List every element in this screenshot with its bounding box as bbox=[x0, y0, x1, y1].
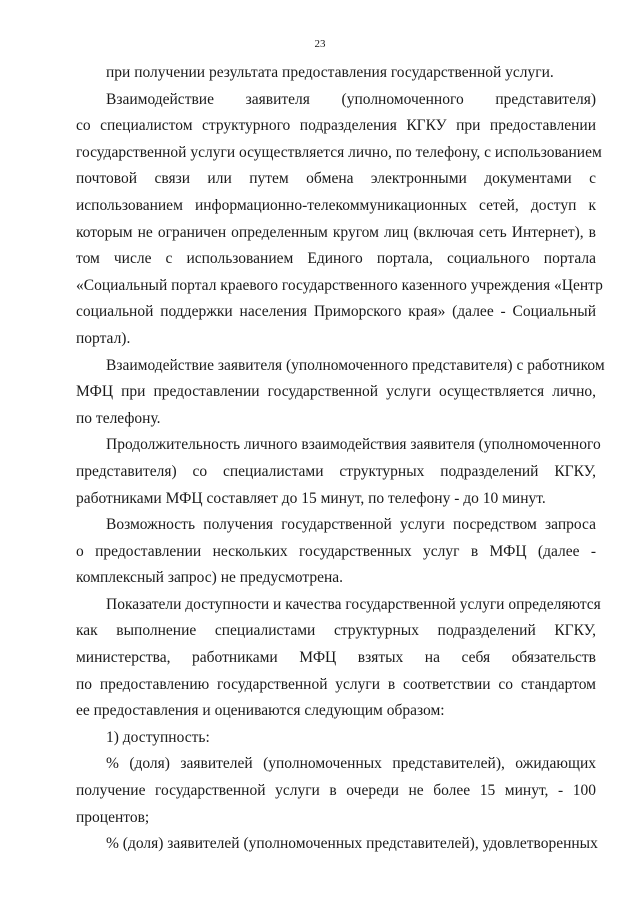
text-line: по телефону. bbox=[76, 409, 161, 427]
text-line: Возможность получения государственной услуги посредством запроса bbox=[106, 516, 596, 534]
text-line: как выполнение специалистами структурных подразделений КГКУ, bbox=[76, 622, 596, 640]
text-line: МФЦ при предоставлении государственной услуги осуществляется лично, bbox=[76, 383, 596, 401]
text-line: представителя) со специалистами структурных подразделений КГКУ, bbox=[76, 462, 596, 480]
text-line: использованием информационно-телекоммуникационных сетей, доступ к bbox=[76, 196, 596, 214]
text-line: по предоставлению государственной услуги в соответствии со стандартом bbox=[76, 675, 596, 693]
text-line: социальной поддержки населения Приморского края» (далее - Социальный bbox=[76, 303, 596, 321]
document-body bbox=[76, 60, 605, 858]
text-line: министерства, работниками МФЦ взятых на себя обязательств bbox=[76, 649, 596, 667]
text-line: почтовой связи или путем обмена электронными документами с bbox=[76, 170, 596, 188]
text-line: % (доля) заявителей (уполномоченных представителей), удовлетворенных bbox=[106, 835, 598, 853]
text-line: «Социальный портал краевого государственного казенного учреждения «Центр bbox=[76, 276, 603, 294]
text-line: работниками МФЦ составляет до 15 минут, по телефону - до 10 минут. bbox=[76, 489, 546, 507]
text-line: о предоставлении нескольких государственных услуг в МФЦ (далее - bbox=[76, 542, 596, 560]
text-line: со специалистом структурного подразделения КГКУ при предоставлении bbox=[76, 117, 596, 135]
text-line: государственной услуги осуществляется лично, по телефону, с использованием bbox=[76, 143, 602, 161]
text-line: ее предоставления и оцениваются следующим образом: bbox=[76, 702, 445, 720]
page-number: 23 bbox=[314, 38, 326, 50]
text-line: которым не ограничен определенным кругом лиц (включая сеть Интернет), в bbox=[76, 223, 596, 241]
text-line: Продолжительность личного взаимодействия заявителя (уполномоченного bbox=[106, 436, 601, 454]
text-line: 1) доступность: bbox=[106, 728, 210, 746]
text-line: получение государственной услуги в очереди не более 15 минут, - 100 bbox=[76, 782, 596, 800]
text-line: процентов; bbox=[76, 808, 150, 826]
text-line: том числе с использованием Единого портала, социального портала bbox=[76, 250, 596, 268]
text-line: Взаимодействие заявителя (уполномоченного представителя) bbox=[106, 90, 596, 108]
text-line: комплексный запрос) не предусмотрена. bbox=[76, 569, 343, 587]
text-line: портал). bbox=[76, 329, 131, 347]
text-line: Показатели доступности и качества государственной услуги определяются bbox=[106, 595, 601, 613]
text-line: при получении результата предоставления государственной услуги. bbox=[106, 64, 554, 81]
text-line: % (доля) заявителей (уполномоченных представителей), ожидающих bbox=[106, 755, 596, 773]
text-line: Взаимодействие заявителя (уполномоченного представителя) с работником bbox=[106, 356, 605, 374]
